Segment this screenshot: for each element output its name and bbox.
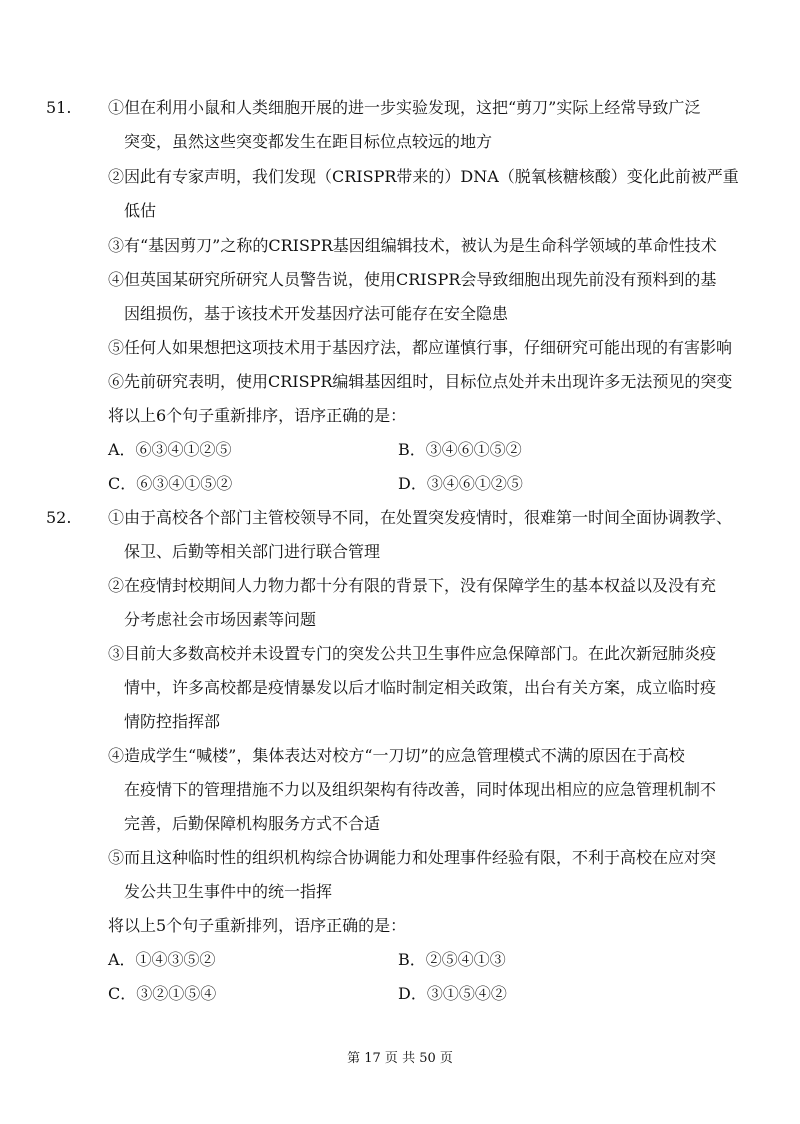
option-b[interactable]: B．②⑤④①③ — [398, 950, 506, 969]
sentence-line: 发公共卫生事件中的统一指挥 — [124, 882, 333, 901]
sentence-line: ③有“基因剪刀”之称的CRISPR基因组编辑技术，被认为是生命科学领域的革命性技术 — [108, 236, 717, 255]
option-c[interactable]: C．③②①⑤④ — [108, 984, 217, 1003]
sentence-line: 在疫情下的管理措施不力以及组织架构有待改善，同时体现出相应的应急管理机制不 — [124, 780, 717, 799]
sentence-line: ①但在利用小鼠和人类细胞开展的进一步实验发现，这把“剪刀”实际上经常导致广泛 — [108, 98, 701, 117]
sentence-line: ①由于高校各个部门主管校领导不同，在处置突发疫情时，很难第一时间全面协调教学、 — [108, 508, 733, 527]
option-d[interactable]: D．③④⑥①②⑤ — [398, 474, 523, 493]
sentence-line: 突变，虽然这些突变都发生在距目标位点较远的地方 — [124, 132, 493, 151]
sentence-line: ⑤任何人如果想把这项技术用于基因疗法，都应谨慎行事，仔细研究可能出现的有害影响 — [108, 338, 733, 357]
sentence-line: ②因此有专家声明，我们发现（CRISPR带来的）DNA（脱氧核糖核酸）变化此前被严重 — [108, 167, 739, 186]
sentence-line: ④但英国某研究所研究人员警告说，使用CRISPR会导致细胞出现先前没有预料到的基 — [108, 270, 717, 289]
question-prompt: 将以上5个句子重新排列，语序正确的是： — [108, 916, 407, 935]
sentence-line: 保卫、后勤等相关部门进行联合管理 — [124, 542, 381, 561]
sentence-line: 低估 — [124, 201, 157, 220]
question-number: 51. — [46, 98, 72, 117]
sentence-line: 因组损伤，基于该技术开发基因疗法可能存在安全隐患 — [124, 304, 509, 323]
sentence-line: 情中，许多高校都是疫情暴发以后才临时制定相关政策，出台有关方案，成立临时疫 — [124, 678, 717, 697]
question-number: 52. — [46, 508, 72, 527]
page-footer: 第 17 页 共 50 页 — [347, 1051, 453, 1066]
option-b[interactable]: B．③④⑥①⑤② — [398, 440, 522, 459]
option-a[interactable]: A．⑥③④①②⑤ — [108, 440, 232, 459]
option-a[interactable]: A．①④③⑤② — [108, 950, 216, 969]
sentence-line: 情防控指挥部 — [124, 712, 221, 731]
option-c[interactable]: C．⑥③④①⑤② — [108, 474, 233, 493]
sentence-line: 分考虑社会市场因素等问题 — [124, 610, 317, 629]
sentence-line: ③目前大多数高校并未设置专门的突发公共卫生事件应急保障部门。在此次新冠肺炎疫 — [108, 644, 717, 663]
sentence-line: ④造成学生“喊楼”，集体表达对校方“一刀切”的应急管理模式不满的原因在于高校 — [108, 746, 685, 765]
sentence-line: ⑥先前研究表明，使用CRISPR编辑基因组时，目标位点处并未出现许多无法预见的突变 — [108, 372, 733, 391]
sentence-line: ⑤而且这种临时性的组织机构综合协调能力和处理事件经验有限，不利于高校在应对突 — [108, 848, 717, 867]
option-d[interactable]: D．③①⑤④② — [398, 984, 507, 1003]
sentence-line: ②在疫情封校期间人力物力都十分有限的背景下，没有保障学生的基本权益以及没有充 — [108, 576, 717, 595]
sentence-line: 完善，后勤保障机构服务方式不合适 — [124, 814, 381, 833]
question-prompt: 将以上6个句子重新排序，语序正确的是： — [108, 406, 407, 425]
